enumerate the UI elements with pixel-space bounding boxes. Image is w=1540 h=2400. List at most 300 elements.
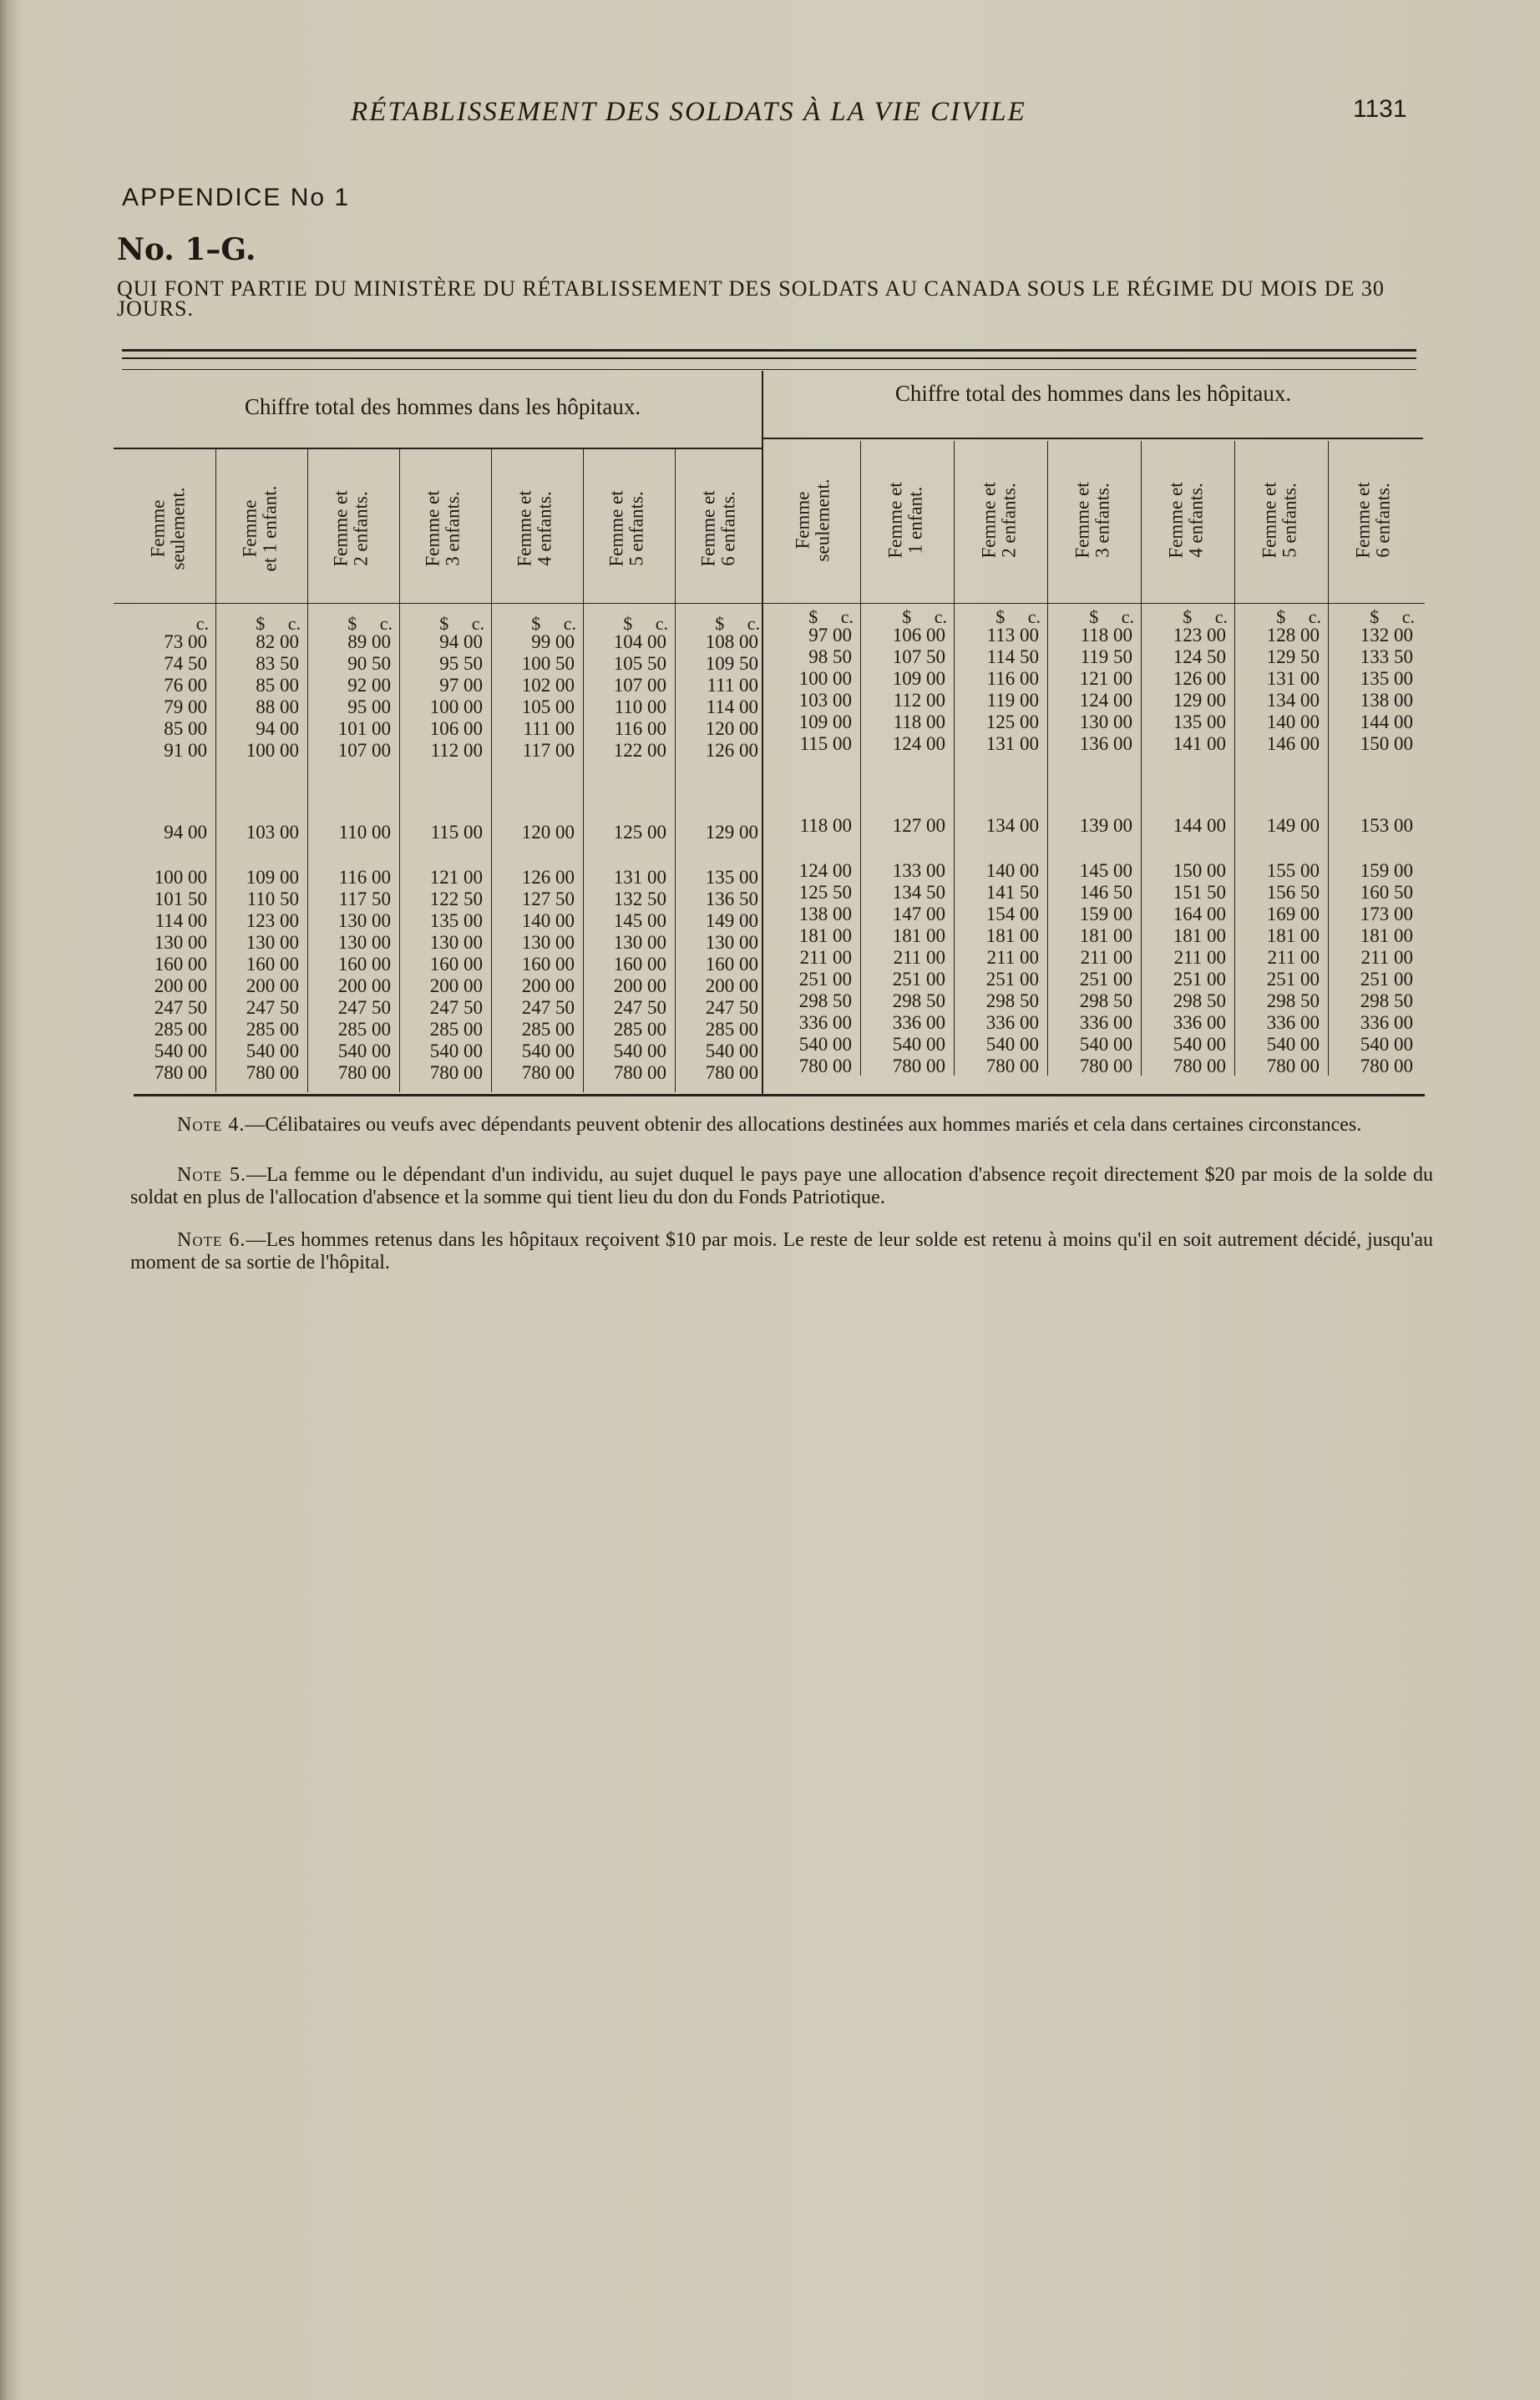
unit-label: $ c. [715, 613, 760, 634]
unit-label: $ c. [1183, 606, 1228, 627]
table-cell: 94 00 [256, 718, 299, 739]
column-rule [860, 441, 861, 1076]
table-cell: 132 00 [1360, 625, 1413, 646]
table-cell: 211 00 [893, 947, 945, 968]
table-cell: 211 00 [986, 947, 1039, 968]
table-cell: 100 50 [521, 653, 575, 674]
table-cell: 780 00 [429, 1062, 483, 1083]
table-cell: 181 00 [1360, 925, 1413, 946]
table-cell: 160 00 [613, 954, 666, 975]
table-cell: 200 00 [154, 975, 207, 996]
column-header [306, 451, 398, 606]
table-cell: 103 00 [246, 822, 299, 843]
table-cell: 95 00 [347, 696, 391, 717]
table-cell: 247 50 [613, 997, 666, 1018]
unit-label: $ c. [347, 613, 393, 634]
table-cell: 780 00 [1079, 1056, 1132, 1076]
table-cell: 160 00 [521, 954, 575, 975]
table-cell: 160 00 [154, 954, 207, 975]
table-cell: 100 00 [429, 696, 483, 717]
table-cell: 160 00 [705, 954, 758, 975]
table-cell: 540 00 [246, 1041, 299, 1061]
table-cell: 298 50 [1360, 990, 1413, 1011]
table-cell: 540 00 [705, 1041, 758, 1061]
table-cell: 124 00 [798, 860, 852, 881]
table-cell: 149 00 [705, 910, 758, 931]
table-cell: 156 50 [1266, 882, 1320, 903]
table-cell: 107 00 [613, 675, 666, 696]
table-cell: 540 00 [1266, 1034, 1320, 1055]
column-rule [399, 449, 400, 1092]
column-header [122, 451, 214, 606]
table-cell: 101 50 [154, 889, 207, 909]
table-cell: 247 50 [246, 997, 299, 1018]
table-cell: 116 00 [614, 718, 666, 739]
table-cell: 127 00 [892, 815, 945, 836]
table-cell: 138 00 [1360, 690, 1413, 711]
column-header-label: Femme et 4 enfants. [514, 490, 555, 567]
column-header-label: Femme et 4 enfants. [1166, 482, 1207, 559]
group-header-right: Chiffre total des hommes dans les hôpitaux. [894, 381, 1292, 406]
table-cell: 181 00 [892, 925, 945, 946]
table-cell: 540 00 [154, 1041, 207, 1061]
table-cell: 135 00 [429, 910, 483, 931]
table-cell: 247 50 [154, 997, 207, 1018]
table-cell: 140 00 [985, 860, 1039, 881]
table-cell: 124 00 [1079, 690, 1132, 711]
table-cell: 79 00 [164, 696, 207, 717]
table-cell: 94 00 [439, 631, 483, 652]
table-cell: 540 00 [429, 1041, 483, 1061]
table-cell: 780 00 [1266, 1056, 1320, 1076]
table-cell: 111 00 [523, 718, 575, 739]
table-cell: 285 00 [154, 1019, 207, 1040]
column-header [1141, 443, 1233, 598]
column-header-label: Femme et 6 enfants. [1353, 482, 1394, 559]
table-cell: 146 00 [1266, 733, 1320, 754]
table-cell: 100 00 [798, 668, 852, 689]
table-cell: 145 00 [1079, 860, 1132, 881]
note [130, 1164, 1433, 1209]
table-cell: 102 00 [521, 675, 575, 696]
table-cell: 780 00 [246, 1062, 299, 1083]
table-cell: 540 00 [1079, 1034, 1132, 1055]
table-cell: 120 00 [705, 718, 758, 739]
table-cell: 138 00 [798, 904, 852, 924]
table-cell: 780 00 [1173, 1056, 1226, 1076]
table-cell: 85 00 [256, 675, 299, 696]
unit-label: $ c. [1089, 606, 1134, 627]
table-cell: 146 50 [1079, 882, 1132, 903]
column-header-label: Femme et 1 enfant. [885, 482, 926, 559]
table-cell: 247 50 [521, 997, 575, 1018]
note-text: —Célibataires ou veufs avec dépendants peuvent obtenir des allocations destinées aux hommes mariés et cela dans certaines circonstances. [245, 1114, 1362, 1136]
table-cell: 124 00 [892, 733, 945, 754]
table-cell: 173 00 [1360, 904, 1413, 924]
table-cell: 298 50 [1266, 990, 1320, 1011]
table-cell: 251 00 [1266, 969, 1320, 990]
table-cell: 251 00 [892, 969, 945, 990]
table-cell: 132 50 [613, 889, 666, 909]
table-cell: 336 00 [892, 1012, 945, 1033]
column-rule [954, 441, 955, 1076]
table-cell: 211 00 [799, 947, 852, 968]
table-cell: 104 00 [613, 631, 666, 652]
table-cell: 124 50 [1173, 646, 1226, 667]
column-rule [1141, 441, 1142, 1076]
table-cell: 130 00 [154, 932, 207, 953]
column-header [398, 451, 489, 606]
note-label: Note 4. [177, 1114, 246, 1136]
table-cell: 144 00 [1173, 815, 1226, 836]
table-cell: 133 00 [892, 860, 945, 881]
table-cell: 113 00 [986, 625, 1039, 646]
table-cell: 135 00 [1173, 711, 1226, 732]
table-cell: 336 00 [985, 1012, 1039, 1033]
table-cell: 164 00 [1173, 904, 1226, 924]
table-cell: 111 00 [707, 675, 758, 696]
table-cell: 136 00 [1079, 733, 1132, 754]
table-cell: 83 50 [256, 653, 299, 674]
appendix-label: APPENDICE No 1 [122, 184, 351, 211]
table-cell: 540 00 [798, 1034, 852, 1055]
table-cell: 154 00 [985, 904, 1039, 924]
table-cell: 85 00 [164, 718, 207, 739]
table-cell: 251 00 [985, 969, 1039, 990]
table-cell: 780 00 [337, 1062, 391, 1083]
unit-label: $ c. [808, 606, 854, 627]
column-rule [675, 449, 676, 1092]
table-cell: 109 00 [246, 867, 299, 888]
table-cell: 106 00 [892, 625, 945, 646]
column-header-label: Femme seulement. [792, 478, 833, 562]
table-cell: 160 00 [246, 954, 299, 975]
unit-label: $ c. [623, 613, 668, 634]
table-cell: 92 00 [347, 675, 391, 696]
table-cell: 109 50 [705, 653, 758, 674]
column-header [489, 451, 581, 606]
table-bottom-rule [134, 1094, 1425, 1096]
table-cell: 780 00 [154, 1062, 207, 1083]
table-cell: 105 00 [521, 696, 575, 717]
table-cell: 159 00 [1079, 904, 1132, 924]
table-cell: 540 00 [613, 1041, 666, 1061]
table-cell: 99 00 [531, 631, 575, 652]
table-cell: 130 00 [1079, 711, 1132, 732]
table-cell: 109 00 [798, 711, 852, 732]
column-header [1234, 443, 1326, 598]
table-cell: 540 00 [1360, 1034, 1413, 1055]
table-cell: 140 00 [521, 910, 575, 931]
table-cell: 181 00 [1266, 925, 1320, 946]
table-cell: 247 50 [429, 997, 483, 1018]
table-cell: 151 50 [1173, 882, 1226, 903]
table-cell: 118 00 [893, 711, 945, 732]
table-cell: 114 50 [986, 646, 1039, 667]
table-cell: 134 50 [892, 882, 945, 903]
table-cell: 129 50 [1266, 646, 1320, 667]
unit-label: c. [195, 613, 209, 634]
table-cell: 135 00 [1360, 668, 1413, 689]
table-cell: 160 00 [337, 954, 391, 975]
table-cell: 123 00 [1173, 625, 1226, 646]
table-cell: 112 00 [430, 740, 483, 761]
table-cell: 141 50 [985, 882, 1039, 903]
table-cell: 147 00 [892, 904, 945, 924]
column-header [1047, 443, 1139, 598]
column-header-label: Femme et 2 enfants. [331, 490, 372, 567]
table-cell: 211 00 [1360, 947, 1413, 968]
table-cell: 540 00 [1173, 1034, 1226, 1055]
table-cell: 160 50 [1360, 882, 1413, 903]
column-header [1328, 443, 1420, 598]
table-cell: 285 00 [613, 1019, 666, 1040]
table-cell: 110 00 [338, 822, 391, 843]
table-cell: 130 00 [613, 932, 666, 953]
note [130, 1114, 1433, 1137]
table-cell: 780 00 [613, 1062, 666, 1083]
table-cell: 101 00 [337, 718, 391, 739]
table-cell: 98 50 [808, 646, 852, 667]
unit-label: $ c. [256, 613, 301, 634]
table-cell: 130 00 [246, 932, 299, 953]
table-subtitle: QUI FONT PARTIE DU MINISTÈRE DU RÉTABLISSEMENT DES SOLDATS AU CANADA SOUS LE RÉGIME DU MOIS DE 30 JOURS. [117, 276, 1385, 321]
unit-label: $ c. [1276, 606, 1321, 627]
table-cell: 211 00 [1173, 947, 1226, 968]
column-rule [1047, 441, 1048, 1076]
table-cell: 336 00 [1079, 1012, 1132, 1033]
group-header-left: Chiffre total des hommes dans les hôpitaux. [244, 394, 641, 419]
table-cell: 181 00 [985, 925, 1039, 946]
table-cell: 140 00 [1266, 711, 1320, 732]
column-header-label: Femme et 5 enfants. [1259, 482, 1300, 559]
note-label: Note 6. [177, 1229, 246, 1251]
table-cell: 150 00 [1360, 733, 1413, 754]
unit-label: $ c. [902, 606, 947, 627]
table-cell: 130 00 [337, 910, 391, 931]
table-cell: 110 50 [246, 889, 299, 909]
table-cell: 251 00 [798, 969, 852, 990]
column-header [673, 451, 765, 606]
table-cell: 117 00 [522, 740, 575, 761]
table-cell: 89 00 [347, 631, 391, 652]
table-cell: 336 00 [1173, 1012, 1226, 1033]
table-cell: 130 00 [705, 932, 758, 953]
table-cell: 74 50 [164, 653, 207, 674]
table-cell: 126 00 [1173, 668, 1226, 689]
table-cell: 82 00 [256, 631, 299, 652]
table-cell: 200 00 [246, 975, 299, 996]
table-cell: 211 00 [1080, 947, 1132, 968]
column-header-label: Femme et 6 enfants. [698, 490, 739, 567]
table-cell: 780 00 [1360, 1056, 1413, 1076]
note [130, 1229, 1433, 1274]
table-cell: 95 50 [439, 653, 483, 674]
group-header-rule-left [114, 448, 762, 449]
table-cell: 114 00 [155, 910, 207, 931]
table-cell: 285 00 [521, 1019, 575, 1040]
table-cell: 126 00 [705, 740, 758, 761]
table-cell: 100 00 [154, 867, 207, 888]
table-cell: 145 00 [613, 910, 666, 931]
table-cell: 540 00 [521, 1041, 575, 1061]
table-cell: 285 00 [246, 1019, 299, 1040]
table-cell: 181 00 [1173, 925, 1226, 946]
table-cell: 117 50 [338, 889, 391, 909]
table-cell: 110 00 [614, 696, 666, 717]
table-cell: 119 50 [1080, 646, 1132, 667]
column-header [954, 443, 1046, 598]
table-cell: 108 00 [705, 631, 758, 652]
column-rule [491, 449, 492, 1092]
table-cell: 780 00 [521, 1062, 575, 1083]
table-cell: 285 00 [337, 1019, 391, 1040]
table-cell: 105 50 [613, 653, 666, 674]
table-cell: 134 00 [985, 815, 1039, 836]
table-cell: 336 00 [1360, 1012, 1413, 1033]
table-cell: 169 00 [1266, 904, 1320, 924]
column-header-label: Femme et 3 enfants. [423, 490, 464, 567]
table-cell: 153 00 [1360, 815, 1413, 836]
table-cell: 251 00 [1079, 969, 1132, 990]
table-cell: 128 00 [1266, 625, 1320, 646]
table-cell: 144 00 [1360, 711, 1413, 732]
table-cell: 107 00 [337, 740, 391, 761]
table-cell: 181 00 [1079, 925, 1132, 946]
running-title: RÉTABLISSEMENT DES SOLDATS À LA VIE CIVILE [351, 97, 1026, 127]
table-cell: 129 00 [1173, 690, 1226, 711]
column-header [214, 451, 306, 606]
table-number: No. 1–G. [117, 232, 256, 267]
table-cell: 73 00 [164, 631, 207, 652]
column-header-label: Femme et 3 enfants. [1072, 482, 1113, 559]
table-cell: 116 00 [986, 668, 1039, 689]
table-cell: 107 50 [892, 646, 945, 667]
unit-label: $ c. [1370, 606, 1415, 627]
top-double-rule-1 [122, 349, 1416, 352]
table-cell: 118 00 [799, 815, 852, 836]
table-cell: 76 00 [164, 675, 207, 696]
table-cell: 200 00 [429, 975, 483, 996]
table-cell: 126 00 [521, 867, 575, 888]
top-double-rule-2 [122, 357, 1416, 359]
table-cell: 130 00 [429, 932, 483, 953]
table-cell: 285 00 [429, 1019, 483, 1040]
table-cell: 159 00 [1360, 860, 1413, 881]
table-cell: 780 00 [892, 1056, 945, 1076]
column-header [860, 443, 952, 598]
table-cell: 119 00 [986, 690, 1039, 711]
table-cell: 200 00 [521, 975, 575, 996]
column-rule [307, 449, 308, 1092]
column-rule [1328, 441, 1329, 1076]
table-cell: 123 00 [246, 910, 299, 931]
column-header [767, 443, 859, 598]
table-cell: 115 00 [430, 822, 483, 843]
table-cell: 160 00 [429, 954, 483, 975]
table-cell: 285 00 [705, 1019, 758, 1040]
table-cell: 298 50 [985, 990, 1039, 1011]
table-cell: 88 00 [256, 696, 299, 717]
table-cell: 298 50 [1079, 990, 1132, 1011]
table-cell: 780 00 [705, 1062, 758, 1083]
table-cell: 540 00 [337, 1041, 391, 1061]
column-header-label: Femme et 5 enfants. [606, 490, 647, 567]
table-cell: 134 00 [1266, 690, 1320, 711]
page-number: 1131 [1353, 95, 1407, 123]
column-header-label: Femme et 1 enfant. [238, 485, 280, 572]
table-cell: 121 00 [1079, 668, 1132, 689]
table-cell: 131 00 [1266, 668, 1320, 689]
table-cell: 247 50 [337, 997, 391, 1018]
table-cell: 125 50 [798, 882, 852, 903]
top-rule-3 [122, 369, 1416, 370]
table-cell: 122 50 [429, 889, 483, 909]
column-header-label: Femme seulement. [147, 487, 188, 570]
table-cell: 298 50 [892, 990, 945, 1011]
table-cell: 120 00 [521, 822, 575, 843]
table-cell: 181 00 [798, 925, 852, 946]
table-cell: 90 50 [347, 653, 391, 674]
table-cell: 211 00 [1267, 947, 1320, 968]
table-cell: 780 00 [985, 1056, 1039, 1076]
table-cell: 251 00 [1360, 969, 1413, 990]
table-cell: 136 50 [705, 889, 758, 909]
table-cell: 298 50 [1173, 990, 1226, 1011]
table-cell: 200 00 [613, 975, 666, 996]
column-rule [215, 449, 216, 1092]
table-cell: 200 00 [705, 975, 758, 996]
table-cell: 100 00 [246, 740, 299, 761]
table-cell: 336 00 [1266, 1012, 1320, 1033]
column-rule [583, 449, 584, 1092]
table-cell: 114 00 [706, 696, 758, 717]
table-cell: 103 00 [798, 690, 852, 711]
table-cell: 135 00 [705, 867, 758, 888]
table-cell: 121 00 [429, 867, 483, 888]
table-cell: 200 00 [337, 975, 391, 996]
table-cell: 106 00 [429, 718, 483, 739]
table-cell: 141 00 [1173, 733, 1226, 754]
column-rule [1234, 441, 1235, 1076]
table-cell: 112 00 [893, 690, 945, 711]
table-cell: 540 00 [892, 1034, 945, 1055]
table-cell: 251 00 [1173, 969, 1226, 990]
table-cell: 149 00 [1266, 815, 1320, 836]
table-cell: 129 00 [705, 822, 758, 843]
table-cell: 115 00 [799, 733, 852, 754]
unit-label: $ c. [531, 613, 576, 634]
table-cell: 131 00 [985, 733, 1039, 754]
table-cell: 780 00 [798, 1056, 852, 1076]
unit-label: $ c. [439, 613, 484, 634]
column-header-label: Femme et 2 enfants. [979, 482, 1020, 559]
table-cell: 150 00 [1173, 860, 1226, 881]
table-cell: 109 00 [892, 668, 945, 689]
table-cell: 91 00 [164, 740, 207, 761]
table-cell: 127 50 [521, 889, 575, 909]
table-cell: 125 00 [985, 711, 1039, 732]
table-cell: 122 00 [613, 740, 666, 761]
table-cell: 125 00 [613, 822, 666, 843]
table-cell: 336 00 [798, 1012, 852, 1033]
note-label: Note 5. [177, 1164, 246, 1186]
table-cell: 540 00 [985, 1034, 1039, 1055]
table-cell: 118 00 [1080, 625, 1132, 646]
table-cell: 130 00 [521, 932, 575, 953]
table-cell: 155 00 [1266, 860, 1320, 881]
table-cell: 139 00 [1079, 815, 1132, 836]
